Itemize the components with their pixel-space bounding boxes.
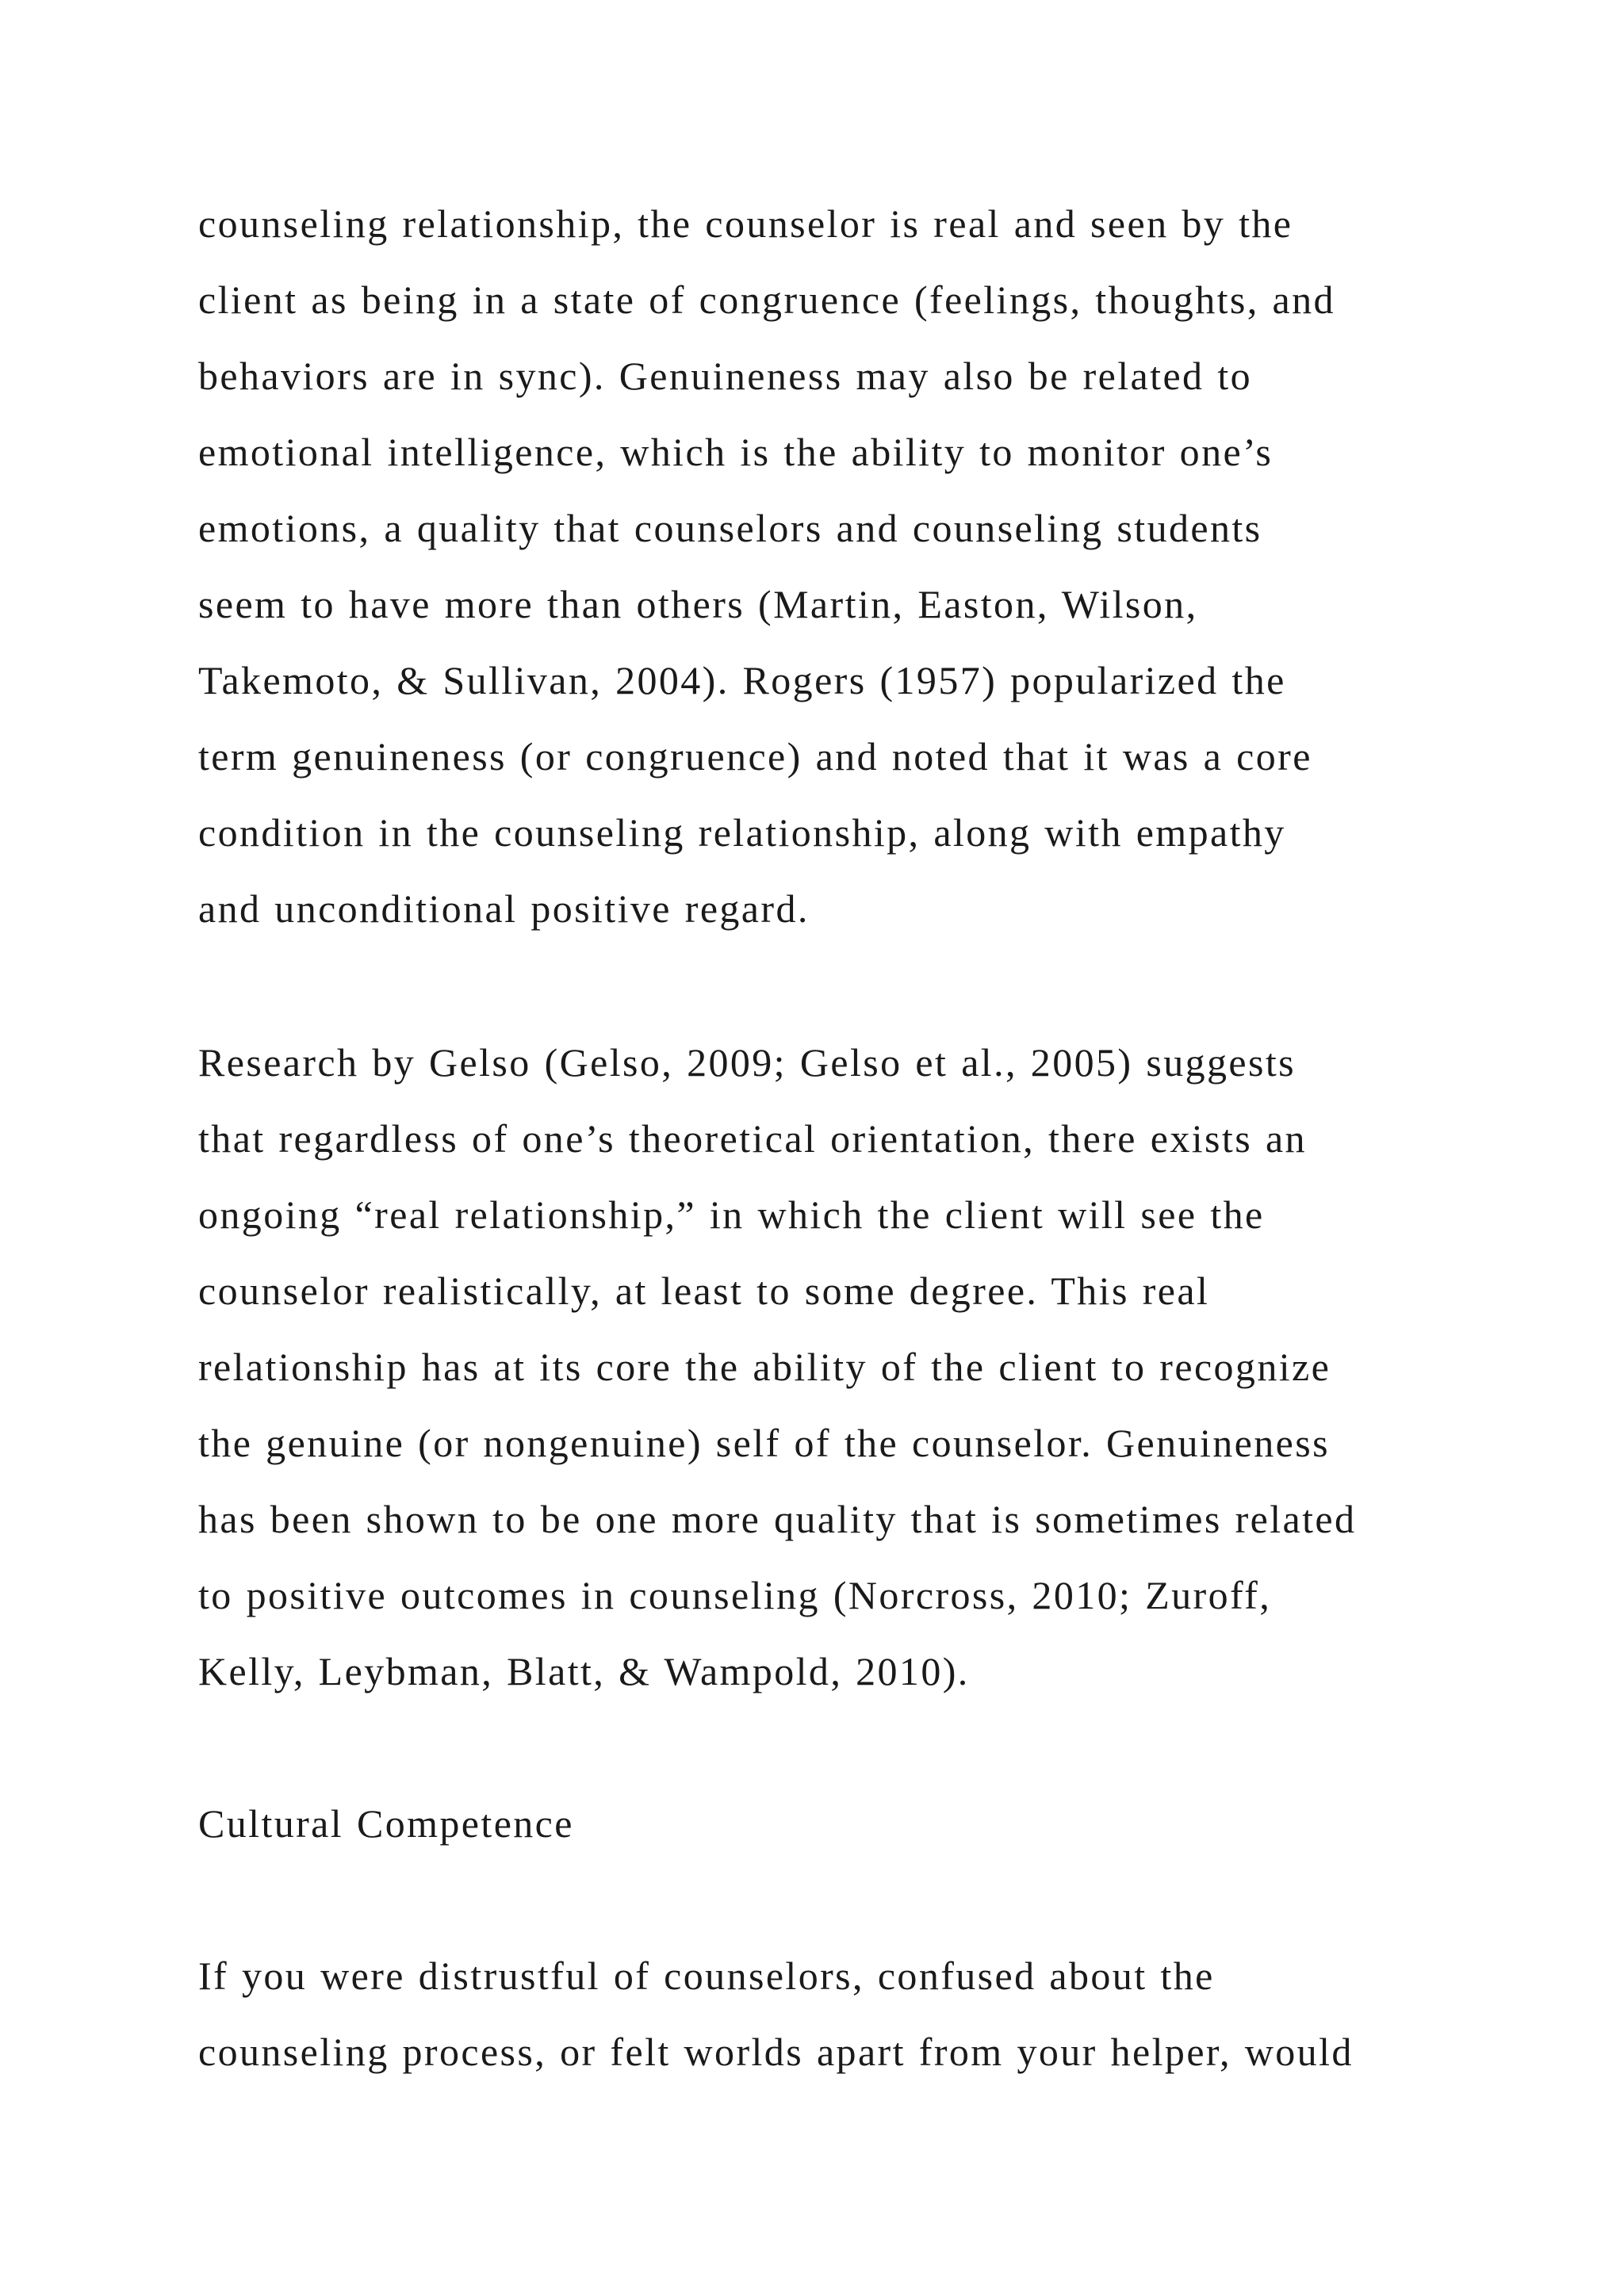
- text-line: condition in the counseling relationship, along with empathy: [198, 810, 1286, 855]
- text-line: the genuine (or nongenuine) self of the counselor. Genuineness: [198, 1421, 1330, 1465]
- text-line: Kelly, Leybman, Blatt, & Wampold, 2010).: [198, 1649, 970, 1693]
- text-line: has been shown to be one more quality that is sometimes related: [198, 1497, 1357, 1541]
- text-line: counseling relationship, the counselor is real and seen by the: [198, 201, 1293, 246]
- text-line: Takemoto, & Sullivan, 2004). Rogers (1957) popularized the: [198, 658, 1286, 702]
- text-line: ongoing “real relationship,” in which the client will see the: [198, 1192, 1265, 1237]
- text-line: client as being in a state of congruence (feelings, thoughts, and: [198, 277, 1335, 322]
- text-line: and unconditional positive regard.: [198, 886, 810, 931]
- text-line: that regardless of one’s theoretical orientation, there exists an: [198, 1116, 1307, 1161]
- text-line: relationship has at its core the ability of the client to recognize: [198, 1345, 1331, 1389]
- text-line: emotions, a quality that counselors and counseling students: [198, 506, 1262, 550]
- text-line: If you were distrustful of counselors, confused about the: [198, 1954, 1215, 1998]
- text-line: seem to have more than others (Martin, Easton, Wilson,: [198, 582, 1198, 626]
- section-heading: Cultural Competence: [198, 1801, 574, 1846]
- text-line: emotional intelligence, which is the ability to monitor one’s: [198, 430, 1274, 474]
- text-line: to positive outcomes in counseling (Norcross, 2010; Zuroff,: [198, 1573, 1272, 1617]
- text-line: term genuineness (or congruence) and noted that it was a core: [198, 734, 1312, 779]
- text-line: behaviors are in sync). Genuineness may also be related to: [198, 354, 1253, 398]
- text-line: Research by Gelso (Gelso, 2009; Gelso et al., 2005) suggests: [198, 1040, 1296, 1085]
- text-line: counselor realistically, at least to some degree. This real: [198, 1269, 1210, 1313]
- text-line: counseling process, or felt worlds apart from your helper, would: [198, 2030, 1354, 2074]
